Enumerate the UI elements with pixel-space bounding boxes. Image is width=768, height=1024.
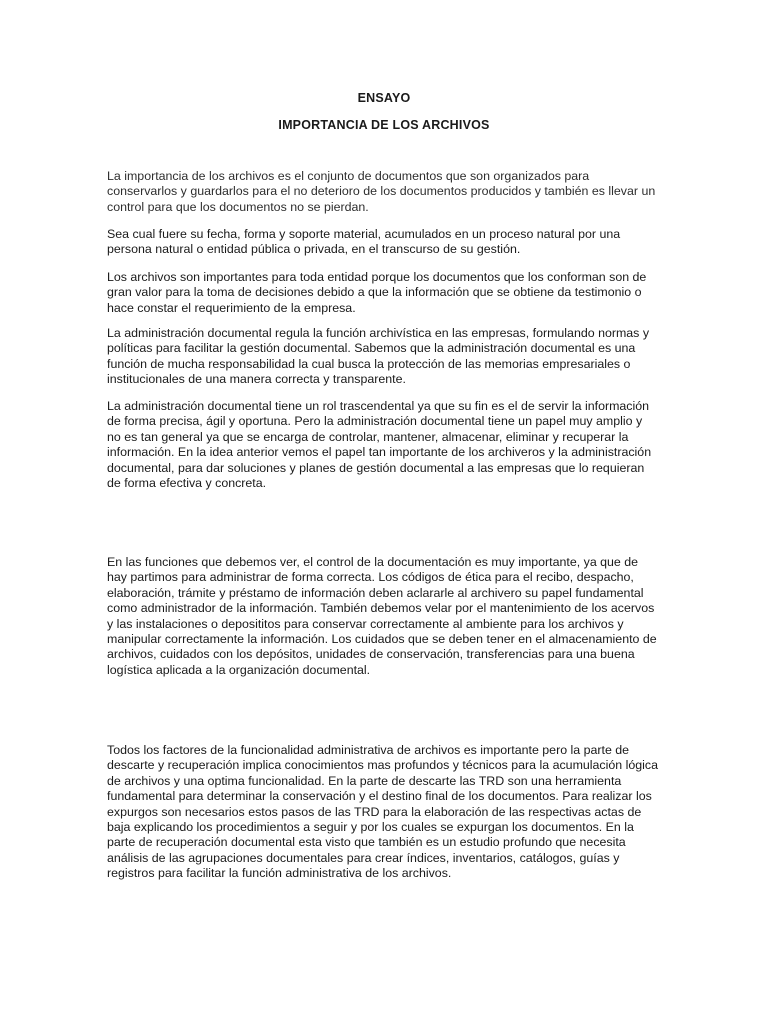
paragraph-4: La administración documental regula la función archivística en las empresas, formulando normas y políticas para facilitar la gestión documental. Sabemos que la administración documental es una función de mucha responsabilidad la cual busca la protección de las memorias empresariales o institucionales de una manera correcta y transparente. xyxy=(107,326,650,387)
document-title: IMPORTANCIA DE LOS ARCHIVOS xyxy=(278,118,490,132)
paragraph-7: Todos los factores de la funcionalidad administrativa de archivos es importante pero la parte de descarte y recuperación implica conocimientos mas profundos y técnicos para la acumulación lógica de archivos y una optima funcionalidad. En la parte de descarte las TRD son una herramienta fundamental para determinar la conservación y el destino final de los documentos. Para realizar los expurgos son necesarios estos pasos de las TRD para la elaboración de las respectivas actas de baja explicando los procedimientos a seguir y por los cuales se expurgan los documentos. En la parte de recuperación documental esta visto que también es un estudio profundo que necesita análisis de las agrupaciones documentales para crear índices, inventarios, catálogos, guías y registros para facilitar la función administrativa de los archivos. xyxy=(107,743,658,881)
paragraph-3: Los archivos son importantes para toda entidad porque los documentos que los conforman son de gran valor para la toma de decisiones debido a que la información que se obtiene da testimonio o hace constar el requerimiento de la empresa. xyxy=(107,270,647,315)
paragraph-5: La administración documental tiene un rol trascendental ya que su fin es el de servir la información de forma precisa, ágil y oportuna. Pero la administración documental tiene un papel muy amplio y no es tan general ya que se encarga de controlar, mantener, almacenar, eliminar y recuperar la información. En la idea anterior vemos el papel tan importante de los archiveros y la administración documental, para dar soluciones y planes de gestión documental a las empresas que lo requieran de forma efectiva y concreta. xyxy=(107,399,652,491)
document-heading: ENSAYO xyxy=(357,91,411,105)
paragraph-6: En las funciones que debemos ver, el control de la documentación es muy importante, ya que de hay partimos para administrar de forma correcta. Los códigos de ética para el recibo, despacho, elaboración, trámite y préstamo de información deben aclararle al archivero su papel fundamental como administrador de la información. También debemos velar por el mantenimiento de los acervos y las instalaciones o deposititos para conservar correctamente al ambiente para los archivos y manipular correctamente la información. Los cuidados que se deben tener en el almacenamiento de archivos, cuidados con los depósitos, unidades de conservación, transferencias para una buena logística aplicada a la organización documental. xyxy=(107,555,657,677)
paragraph-1: La importancia de los archivos es el conjunto de documentos que son organizados para conservarlos y guardarlos para el no deterioro de los documentos producidos y también es llevar un control para que los documentos no se pierdan. xyxy=(107,169,656,214)
paragraph-2: Sea cual fuere su fecha, forma y soporte material, acumulados en un proceso natural por una persona natural o entidad pública o privada, en el transcurso de su gestión. xyxy=(107,227,621,257)
